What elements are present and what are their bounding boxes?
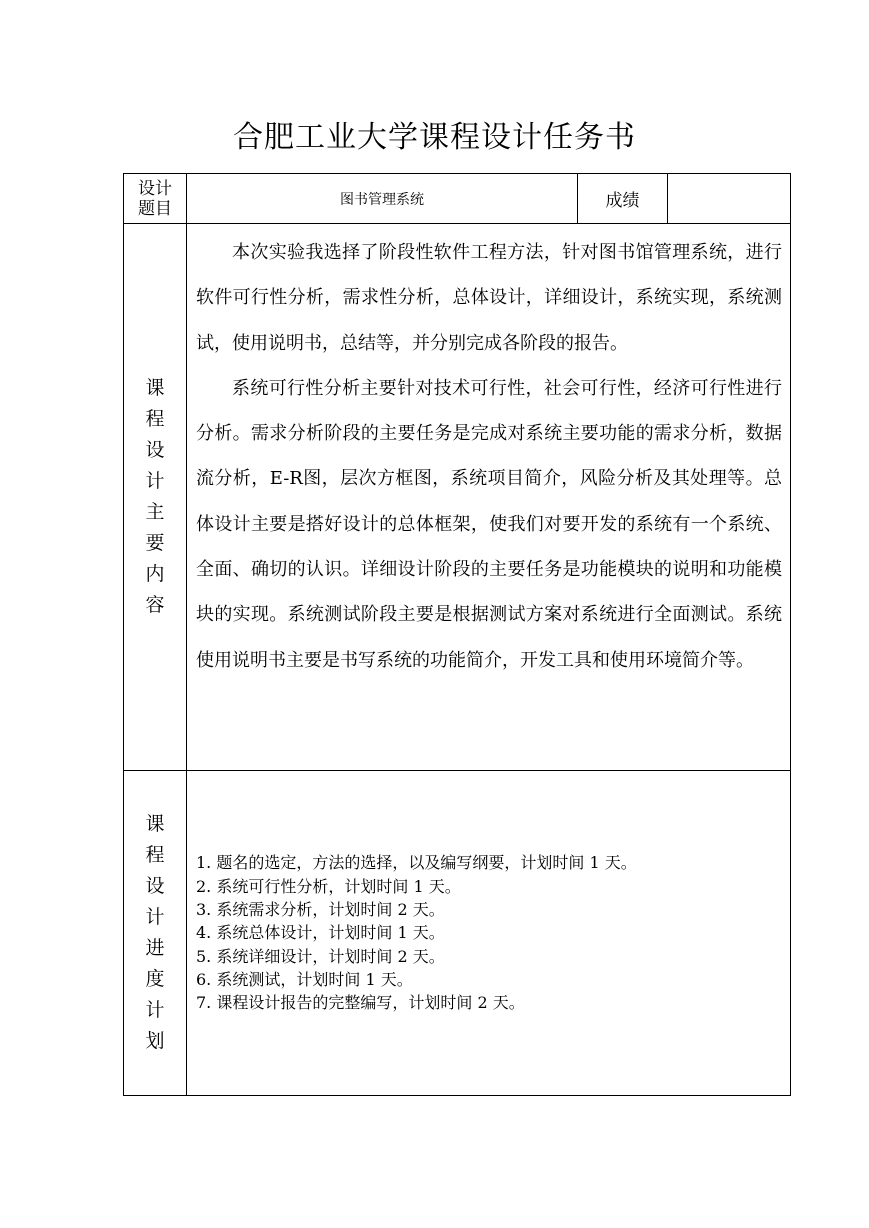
grade-label: 成绩 [578, 174, 668, 224]
topic-value: 图书管理系统 [187, 174, 578, 224]
plan-item: 3. 系统需求分析，计划时间 2 天。 [196, 900, 445, 920]
content-label: 课程设计主要内容 [145, 377, 165, 616]
topic-label: 设计题目 [138, 178, 172, 219]
assignment-form-table [123, 173, 791, 1096]
plan-item: 1. 题名的选定，方法的选择，以及编写纲要，计划时间 1 天。 [196, 853, 637, 873]
content-paragraph: 本次实验我选择了阶段性软件工程方法，针对图书馆管理系统，进行软件可行性分析，需求性分析，总体设计，详细设计，系统实现，系统测试，使用说明书，总结等，并分别完成各阶段的报告。 [196, 242, 782, 354]
plan-list [196, 851, 782, 1014]
plan-body [187, 771, 791, 1096]
topic-label-cell [124, 174, 187, 224]
content-row [124, 224, 791, 771]
content-body [187, 224, 791, 771]
content-paragraph: 系统可行性分析主要针对技术可行性，社会可行性，经济可行性进行分析。需求分析阶段的主要任务是完成对系统主要功能的需求分析，数据流分析，E-R图，层次方框图，系统项目简介，风险分析及其处理等。总体设计主要是搭好设计的总体框架，使我们对要开发的系统有一个系统、全面、确切的认识。详细设计阶段的主要任务是功能模块的说明和功能模块的实现。系统测试阶段主要是根据测试方案对系统进行全面测试。系统使用说明书主要是书写系统的功能简介，开发工具和使用环境简介等。 [196, 377, 782, 671]
plan-item: 4. 系统总体设计，计划时间 1 天。 [196, 923, 445, 943]
plan-item: 6. 系统测试，计划时间 1 天。 [196, 969, 413, 989]
plan-item: 5. 系统详细设计，计划时间 2 天。 [196, 946, 445, 966]
plan-item: 7. 课程设计报告的完整编写，计划时间 2 天。 [196, 993, 525, 1013]
topic-row [124, 174, 791, 224]
plan-row [124, 771, 791, 1096]
plan-label: 课程设计进度计划 [145, 813, 165, 1052]
page-title: 合肥工业大学课程设计任务书 [233, 120, 636, 155]
content-label-cell [124, 224, 187, 771]
plan-label-cell [124, 771, 187, 1096]
grade-value [668, 174, 791, 224]
plan-item: 2. 系统可行性分析，计划时间 1 天。 [196, 876, 461, 896]
